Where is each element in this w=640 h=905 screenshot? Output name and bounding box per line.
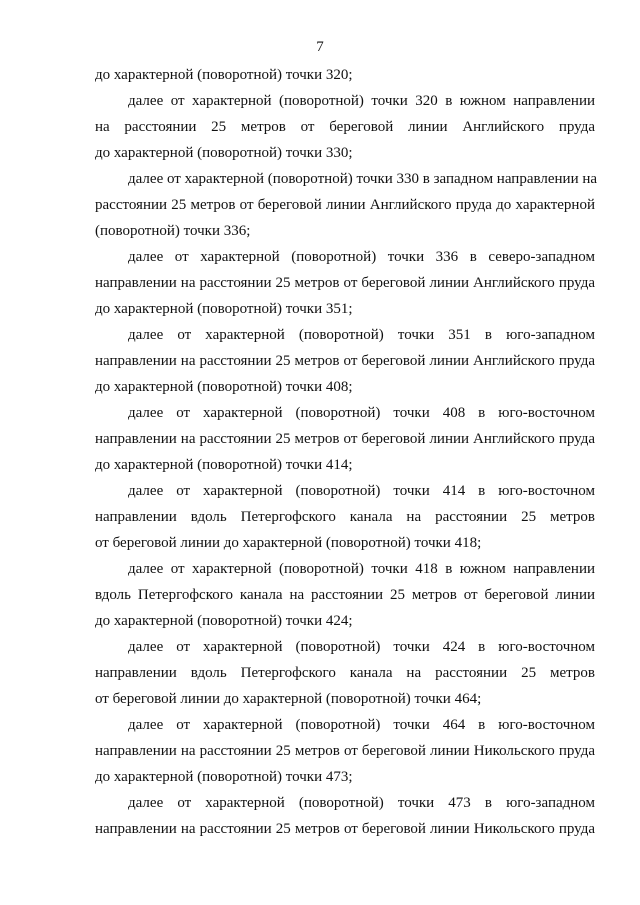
text-line: до характерной (поворотной) точки 424; [95, 613, 353, 629]
text-line: далее от характерной (поворотной) точки 320 в южном направлении [128, 93, 595, 109]
text-line: направлении на расстоянии 25 метров от береговой линии Английского пруда [95, 275, 595, 291]
text-line: до характерной (поворотной) точки 330; [95, 145, 353, 161]
paragraph [95, 166, 598, 244]
text-line: от береговой линии до характерной (поворотной) точки 418; [95, 535, 482, 551]
text-line: направлении на расстоянии 25 метров от береговой линии Английского пруда [95, 353, 595, 369]
text-line: направлении вдоль Петергофского канала на расстоянии 25 метров [95, 509, 595, 525]
text-line: до характерной (поворотной) точки 414; [95, 457, 353, 473]
text-line: от береговой линии до характерной (поворотной) точки 464; [95, 691, 482, 707]
text-line: до характерной (поворотной) точки 351; [95, 301, 353, 317]
text-line: далее от характерной (поворотной) точки 424 в юго-восточном [128, 639, 595, 655]
text-line: (поворотной) точки 336; [95, 223, 251, 239]
text-line: далее от характерной (поворотной) точки 408 в юго-восточном [128, 405, 595, 421]
text-line: далее от характерной (поворотной) точки 473 в юго-западном [128, 795, 595, 811]
paragraph [95, 244, 595, 322]
text-line: далее от характерной (поворотной) точки 414 в юго-восточном [128, 483, 595, 499]
text-line: до характерной (поворотной) точки 320; [95, 67, 353, 83]
paragraph [95, 556, 595, 634]
paragraph [95, 62, 595, 88]
text-line: расстоянии 25 метров от береговой линии Английского пруда до характерной [95, 197, 595, 213]
paragraph [95, 322, 595, 400]
paragraph [95, 400, 595, 478]
text-line: направлении на расстоянии 25 метров от береговой линии Английского пруда [95, 431, 595, 447]
text-line: направлении на расстоянии 25 метров от береговой линии Никольского пруда [95, 743, 595, 759]
document-body [95, 62, 598, 842]
paragraph [95, 712, 595, 790]
text-line: далее от характерной (поворотной) точки 351 в юго-западном [128, 327, 595, 343]
paragraph [95, 790, 595, 842]
text-line: направлении вдоль Петергофского канала на расстоянии 25 метров [95, 665, 595, 681]
text-line: далее от характерной (поворотной) точки 464 в юго-восточном [128, 717, 595, 733]
text-line: далее от характерной (поворотной) точки 336 в северо-западном [128, 249, 595, 265]
text-line: далее от характерной (поворотной) точки 418 в южном направлении [128, 561, 595, 577]
text-line: на расстоянии 25 метров от береговой линии Английского пруда [95, 119, 595, 135]
text-line: направлении на расстоянии 25 метров от береговой линии Никольского пруда [95, 821, 595, 837]
paragraph [95, 88, 595, 166]
text-line: вдоль Петергофского канала на расстоянии 25 метров от береговой линии [95, 587, 595, 603]
text-line: до характерной (поворотной) точки 408; [95, 379, 353, 395]
page-number: 7 [316, 39, 324, 55]
text-line: далее от характерной (поворотной) точки 330 в западном направлении на [128, 171, 598, 187]
paragraph [95, 634, 595, 712]
paragraph [95, 478, 595, 556]
text-line: до характерной (поворотной) точки 473; [95, 769, 353, 785]
